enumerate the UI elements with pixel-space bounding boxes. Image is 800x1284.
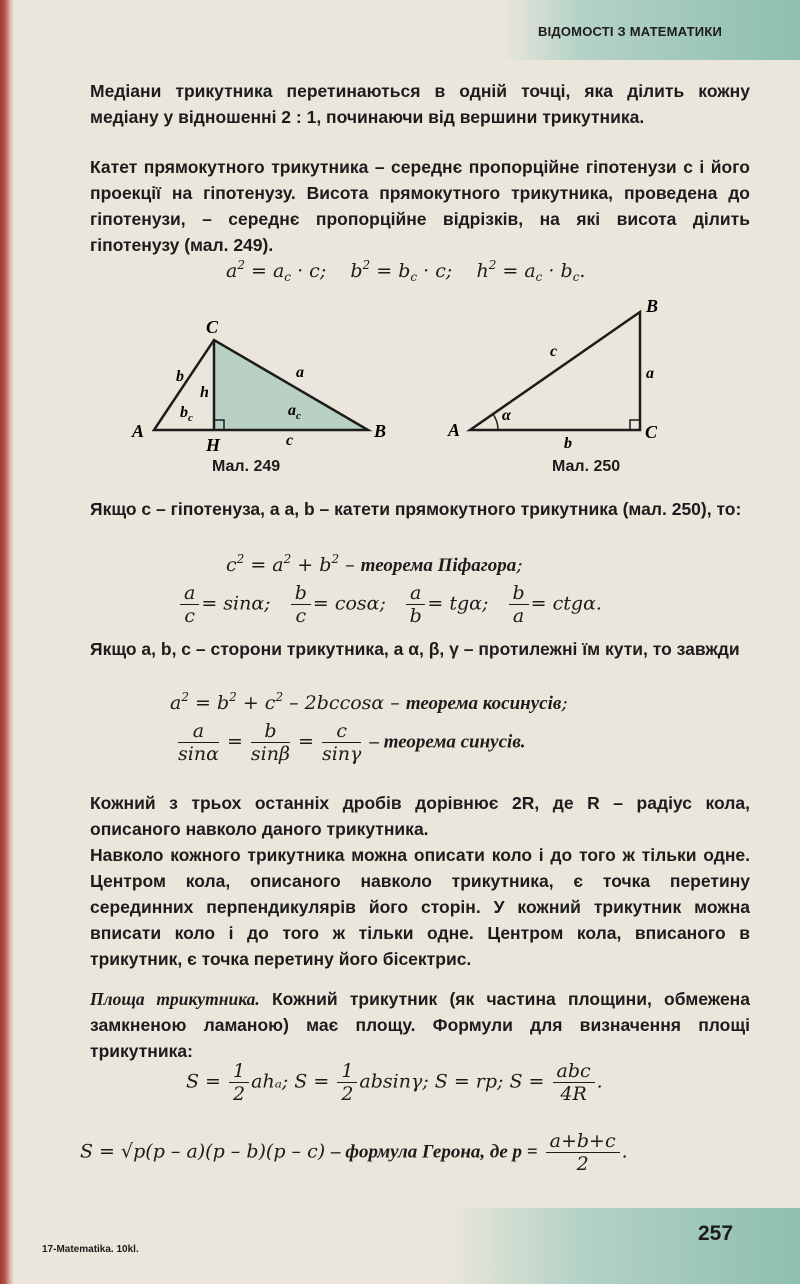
segment-label-ac: $a_c$ <box>288 402 301 422</box>
fraction-b-over-sin-beta: $\frac{b}{\sin\beta}$ <box>250 720 290 765</box>
figure-249-right-triangle <box>120 305 410 455</box>
triangle-250-outline <box>470 312 640 430</box>
area-heading: Площа трикутника. <box>90 989 260 1009</box>
fraction-b-over-a: $\frac{b}{a}$ <box>509 582 529 627</box>
paragraph-proportional: Катет прямокутного трикутника – середнє пропорційне гіпотенузи c і його проекції на гіпотенузу. Висота прямокутного трикутника, проведена до гіпотенузи, – середнє пропорційне відрізків, на які висота ділить гіпотенузу (мал. 249). <box>90 157 750 255</box>
side-label-b: b <box>176 368 184 385</box>
formula-proportional: $a^2 = a_c \cdot c$; $b^2 = b_c \cdot c$; $h^2 = a_c \cdot b_c$. <box>226 258 586 284</box>
paragraph-general-triangle: Якщо a, b, c – сторони трикутника, а α, β, γ – протилежні їм кути, то завжди <box>90 639 740 659</box>
book-spine-edge <box>0 0 14 1284</box>
side-label-b: b <box>564 435 572 452</box>
vertex-label-a: A <box>132 421 145 441</box>
segment-label-bc: $b_c$ <box>180 404 193 424</box>
fraction-one-half-a: $\frac{1}{2}$ <box>229 1060 249 1105</box>
side-label-a: a <box>646 365 654 382</box>
formula-sines: $\frac{a}{\sin\alpha}$ = $\frac{b}{\sin\beta}$ = $\frac{c}{\sin\gamma}$ – теорема синусів. <box>178 720 526 765</box>
height-label-h: h <box>200 384 209 401</box>
formula-area: S = $\frac{1}{2}$ ahₐ; S = $\frac{1}{2}$ absinγ; S = rp; S = $\frac{\text{abc}}{4R}$ . <box>186 1060 603 1105</box>
vertex-label-b: B <box>646 296 659 316</box>
formula-trig-ratios: $\frac{a}{c}$ = sinα; $\frac{b}{c}$ = cosα; $\frac{a}{b}$ = tgα; $\frac{b}{a}$ = ctgα. <box>178 582 602 627</box>
paragraph-right-triangle: Якщо c – гіпотенуза, а a, b – катети прямокутного трикутника (мал. 250), то: <box>90 499 742 519</box>
fraction-semiperimeter: $\frac{a+b+c}{2}$ <box>546 1130 620 1175</box>
vertex-label-c: C <box>206 317 219 337</box>
side-label-c: c <box>286 432 294 449</box>
paragraph-circumradius: Кожний з трьох останніх дробів дорівнює 2R, де R – радіус кола, описаного навколо даного трикутника. <box>90 793 750 839</box>
vertex-label-b: B <box>374 421 387 441</box>
vertex-label-a: A <box>448 420 461 440</box>
figure-250-right-triangle <box>440 292 680 452</box>
fraction-a-over-b: $\frac{a}{b}$ <box>406 582 425 627</box>
figure-249-caption: Мал. 249 <box>212 458 281 475</box>
formula-heron: S = √p(p – a)(p – b)(p – c) – формула Герона, де p = $\frac{a+b+c}{2}$ . <box>80 1130 628 1175</box>
footer-note: 17-Matematika. 10kl. <box>42 1244 139 1255</box>
paragraph-medians: Медіани трикутника перетинаються в одній точці, яка ділить кожну медіану у відношенні 2 : 1, починаючи від вершини трикутника. <box>90 81 750 127</box>
side-label-c: c <box>550 343 558 360</box>
page-number: 257 <box>698 1222 734 1245</box>
fraction-b-over-c: $\frac{b}{c}$ <box>291 582 311 627</box>
figure-250-caption: Мал. 250 <box>552 458 621 475</box>
paragraph-circles: Навколо кожного трикутника можна описати коло і до того ж тільки одне. Центром кола, описаного навколо трикутника, є точка перетину серединних перпендикулярів його сторін. У кожний трикутник можна вписати коло і до того ж тільки одне. Центром кола, вписаного в трикутник, є точка перетину його бісектрис. <box>90 845 750 969</box>
vertex-label-c: C <box>645 422 658 442</box>
formula-cosines: $a^2 = b^2 + c^2 - 2bccos\alpha$ – теорема косинусів; <box>170 690 568 714</box>
fraction-a-over-c: $\frac{a}{c}$ <box>180 582 199 627</box>
fraction-a-over-sin-alpha: $\frac{a}{\sin\alpha}$ <box>178 720 219 765</box>
point-label-h: H <box>206 435 221 455</box>
paragraph-area: Площа трикутника. Кожний трикутник (як частина площини, обмежена замкненою ламаною) має площу. Формули для визначення площі трикутника: <box>90 989 750 1061</box>
running-header: ВІДОМОСТІ З МАТЕМАТИКИ <box>538 24 723 39</box>
formula-pythagoras: $c^2 = a^2 + b^2$ – теорема Піфагора; <box>226 552 523 576</box>
right-angle-mark-c <box>630 420 640 430</box>
angle-arc-alpha <box>493 414 498 430</box>
fraction-abc-over-4r: $\frac{\text{abc}}{4R}$ <box>553 1060 595 1105</box>
fraction-c-over-sin-gamma: $\frac{c}{\sin\gamma}$ <box>321 720 362 765</box>
side-label-a: a <box>296 364 304 381</box>
fraction-one-half-b: $\frac{1}{2}$ <box>337 1060 357 1105</box>
angle-label-alpha: α <box>502 407 511 424</box>
